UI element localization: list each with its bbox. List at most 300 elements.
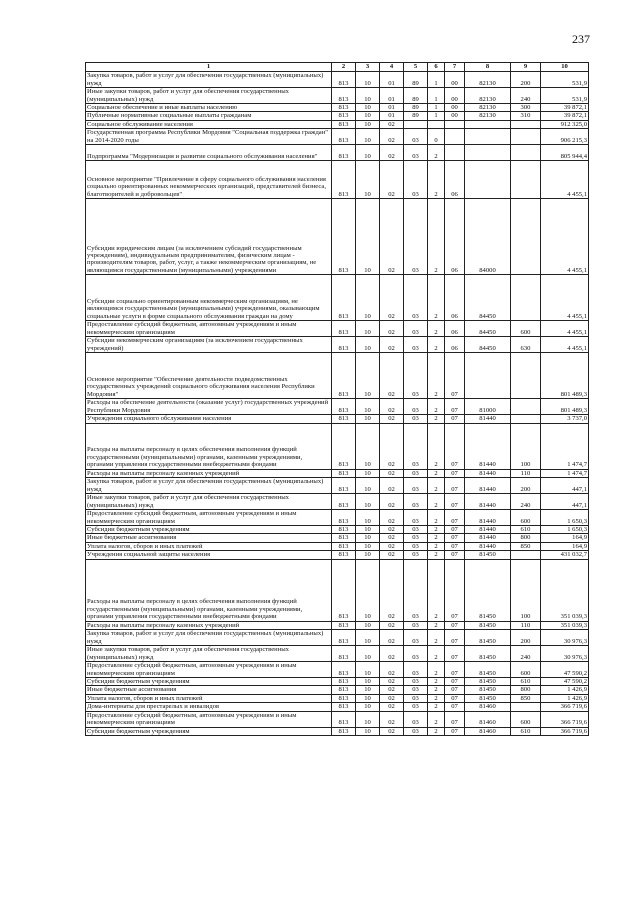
expense-type — [511, 353, 541, 399]
row-name: Субсидии юридическим лицам (за исключением субсидий государственным учреждениям), индивидуальным предпринимателям, физическим лицам - производителям товаров, работ, услуг, а также некоммерческим организациям, не являющимся государственными (муниципальными) учреждениями — [86, 199, 332, 275]
direction-code: 82130 — [465, 88, 511, 104]
program-code: 89 — [404, 72, 428, 88]
amount: 351 039,3 — [541, 559, 589, 621]
event-code: 07 — [445, 469, 465, 477]
direction-code — [465, 145, 511, 161]
admin-code: 813 — [332, 630, 356, 646]
direction-code: 81440 — [465, 478, 511, 494]
admin-code: 813 — [332, 469, 356, 477]
subsection-code: 02 — [380, 703, 404, 711]
event-code: 00 — [445, 112, 465, 120]
program-code: 03 — [404, 478, 428, 494]
expense-type — [511, 161, 541, 199]
row-name: Иные бюджетные ассигнования — [86, 686, 332, 694]
admin-code: 813 — [332, 534, 356, 542]
expense-type: 240 — [511, 88, 541, 104]
direction-code: 84000 — [465, 199, 511, 275]
row-name: Закупка товаров, работ и услуг для обеспечения государственных (муниципальных) нужд — [86, 630, 332, 646]
program-code: 89 — [404, 112, 428, 120]
table-row — [86, 686, 589, 694]
amount: 4 455,1 — [541, 337, 589, 353]
program-code: 03 — [404, 399, 428, 415]
program-code: 03 — [404, 694, 428, 702]
table-row — [86, 112, 589, 120]
admin-code: 813 — [332, 686, 356, 694]
expense-type — [511, 399, 541, 415]
expense-type: 610 — [511, 727, 541, 735]
expense-type — [511, 199, 541, 275]
row-name: Государственная программа Республики Мордовия "Социальная поддержка граждан" на 2014-2020 годы — [86, 129, 332, 145]
section-code: 10 — [356, 112, 380, 120]
section-code: 10 — [356, 321, 380, 337]
subprogram-code: 2 — [428, 337, 445, 353]
event-code: 07 — [445, 630, 465, 646]
event-code: 07 — [445, 415, 465, 423]
section-code: 10 — [356, 703, 380, 711]
row-name: Иные закупки товаров, работ и услуг для обеспечения государственных (муниципальных) нужд — [86, 88, 332, 104]
admin-code: 813 — [332, 711, 356, 727]
subprogram-code: 2 — [428, 542, 445, 550]
direction-code: 81000 — [465, 399, 511, 415]
program-code: 03 — [404, 686, 428, 694]
amount: 531,9 — [541, 72, 589, 88]
subprogram-code: 2 — [428, 423, 445, 469]
expense-type — [511, 415, 541, 423]
amount: 805 944,4 — [541, 145, 589, 161]
section-code: 10 — [356, 72, 380, 88]
subsection-code: 02 — [380, 526, 404, 534]
subprogram-code: 2 — [428, 353, 445, 399]
subsection-code: 02 — [380, 559, 404, 621]
subsection-code: 01 — [380, 88, 404, 104]
subsection-code: 01 — [380, 112, 404, 120]
subsection-code: 02 — [380, 161, 404, 199]
amount: 912 325,0 — [541, 120, 589, 128]
event-code: 07 — [445, 621, 465, 629]
program-code: 03 — [404, 542, 428, 550]
direction-code: 82130 — [465, 112, 511, 120]
subprogram-code: 2 — [428, 727, 445, 735]
section-code: 10 — [356, 542, 380, 550]
table-row — [86, 494, 589, 510]
row-name: Закупка товаров, работ и услуг для обеспечения государственных (муниципальных) нужд — [86, 478, 332, 494]
expense-type: 600 — [511, 662, 541, 678]
table-row — [86, 129, 589, 145]
expense-type: 100 — [511, 559, 541, 621]
amount: 164,9 — [541, 534, 589, 542]
program-code: 03 — [404, 646, 428, 662]
row-name: Социальное обслуживание населения — [86, 120, 332, 128]
subprogram-code: 2 — [428, 551, 445, 559]
amount: 39 872,1 — [541, 104, 589, 112]
admin-code: 813 — [332, 321, 356, 337]
table-row — [86, 621, 589, 629]
expense-type: 200 — [511, 72, 541, 88]
event-code: 06 — [445, 321, 465, 337]
admin-code: 813 — [332, 621, 356, 629]
direction-code: 81450 — [465, 646, 511, 662]
subsection-code: 02 — [380, 694, 404, 702]
row-name: Расходы на обеспечение деятельности (оказание услуг) государственных учреждений Республики Мордовия — [86, 399, 332, 415]
event-code: 00 — [445, 104, 465, 112]
table-row — [86, 423, 589, 469]
table-row — [86, 88, 589, 104]
expense-type — [511, 551, 541, 559]
subprogram-code: 1 — [428, 104, 445, 112]
table-row — [86, 542, 589, 550]
column-header: 5 — [404, 63, 428, 72]
table-header-row — [86, 63, 589, 72]
row-name: Закупка товаров, работ и услуг для обеспечения государственных (муниципальных) нужд — [86, 72, 332, 88]
row-name: Уплата налогов, сборов и иных платежей — [86, 694, 332, 702]
amount: 4 455,1 — [541, 199, 589, 275]
table-row — [86, 630, 589, 646]
direction-code: 84450 — [465, 275, 511, 321]
table-row — [86, 469, 589, 477]
event-code: 07 — [445, 399, 465, 415]
event-code: 07 — [445, 694, 465, 702]
program-code: 03 — [404, 510, 428, 526]
admin-code: 813 — [332, 353, 356, 399]
column-header: 8 — [465, 63, 511, 72]
row-name: Субсидии некоммерческим организациям (за исключением государственных учреждений) — [86, 337, 332, 353]
event-code: 07 — [445, 534, 465, 542]
section-code: 10 — [356, 551, 380, 559]
row-name: Расходы на выплаты персоналу казенных учреждений — [86, 621, 332, 629]
program-code: 03 — [404, 711, 428, 727]
program-code: 03 — [404, 662, 428, 678]
section-code: 10 — [356, 662, 380, 678]
table-row — [86, 703, 589, 711]
direction-code — [465, 129, 511, 145]
expense-type: 100 — [511, 423, 541, 469]
expense-type: 310 — [511, 112, 541, 120]
admin-code: 813 — [332, 120, 356, 128]
subprogram-code: 2 — [428, 534, 445, 542]
table-row — [86, 646, 589, 662]
subsection-code: 02 — [380, 646, 404, 662]
section-code: 10 — [356, 399, 380, 415]
subprogram-code: 2 — [428, 694, 445, 702]
row-name: Предоставление субсидий бюджетным, автономным учреждениям и иным некоммерческим организациям — [86, 510, 332, 526]
section-code: 10 — [356, 494, 380, 510]
subsection-code: 02 — [380, 542, 404, 550]
row-name: Расходы на выплаты персоналу в целях обеспечения выполнения функций государственными (муниципальными) органами, казенными учреждениями, органами управления государственными внебюджетными фондами — [86, 559, 332, 621]
event-code: 07 — [445, 559, 465, 621]
page-number: 237 — [572, 32, 590, 46]
section-code: 10 — [356, 120, 380, 128]
subsection-code: 02 — [380, 551, 404, 559]
expense-type: 110 — [511, 621, 541, 629]
admin-code: 813 — [332, 104, 356, 112]
direction-code — [465, 120, 511, 128]
subprogram-code: 2 — [428, 678, 445, 686]
section-code: 10 — [356, 711, 380, 727]
subprogram-code: 2 — [428, 711, 445, 727]
subprogram-code: 2 — [428, 399, 445, 415]
amount: 1 474,7 — [541, 423, 589, 469]
section-code: 10 — [356, 478, 380, 494]
table-body — [86, 72, 589, 736]
table-row — [86, 353, 589, 399]
event-code: 07 — [445, 662, 465, 678]
amount: 431 032,7 — [541, 551, 589, 559]
table-row — [86, 145, 589, 161]
column-header: 2 — [332, 63, 356, 72]
table-row — [86, 120, 589, 128]
direction-code: 82130 — [465, 104, 511, 112]
amount: 47 590,2 — [541, 662, 589, 678]
section-code: 10 — [356, 727, 380, 735]
direction-code: 81440 — [465, 534, 511, 542]
subprogram-code: 2 — [428, 199, 445, 275]
program-code: 03 — [404, 630, 428, 646]
table-row — [86, 104, 589, 112]
subsection-code: 02 — [380, 494, 404, 510]
admin-code: 813 — [332, 510, 356, 526]
subprogram-code: 2 — [428, 469, 445, 477]
program-code: 03 — [404, 559, 428, 621]
admin-code: 813 — [332, 727, 356, 735]
program-code: 03 — [404, 494, 428, 510]
subsection-code: 02 — [380, 275, 404, 321]
table-row — [86, 662, 589, 678]
table-row — [86, 526, 589, 534]
subsection-code: 02 — [380, 469, 404, 477]
table-row — [86, 415, 589, 423]
amount: 531,9 — [541, 88, 589, 104]
subsection-code: 02 — [380, 727, 404, 735]
amount: 366 719,6 — [541, 727, 589, 735]
direction-code: 81450 — [465, 686, 511, 694]
subprogram-code: 2 — [428, 161, 445, 199]
section-code: 10 — [356, 510, 380, 526]
event-code: 07 — [445, 542, 465, 550]
program-code: 89 — [404, 88, 428, 104]
subsection-code: 01 — [380, 72, 404, 88]
expense-type: 800 — [511, 534, 541, 542]
table-row — [86, 275, 589, 321]
expense-type: 600 — [511, 510, 541, 526]
subprogram-code: 2 — [428, 510, 445, 526]
direction-code: 81440 — [465, 526, 511, 534]
subsection-code: 02 — [380, 630, 404, 646]
row-name: Предоставление субсидий бюджетным, автономным учреждениям и иным некоммерческим организациям — [86, 321, 332, 337]
subprogram-code: 2 — [428, 526, 445, 534]
subprogram-code: 2 — [428, 662, 445, 678]
event-code: 07 — [445, 353, 465, 399]
table-row — [86, 678, 589, 686]
row-name: Подпрограмма "Модернизация и развитие социального обслуживания населения" — [86, 145, 332, 161]
table-row — [86, 72, 589, 88]
program-code: 03 — [404, 275, 428, 321]
direction-code: 81460 — [465, 711, 511, 727]
subsection-code: 02 — [380, 321, 404, 337]
subsection-code: 02 — [380, 145, 404, 161]
admin-code: 813 — [332, 478, 356, 494]
admin-code: 813 — [332, 399, 356, 415]
row-name: Субсидии бюджетным учреждениям — [86, 678, 332, 686]
program-code: 03 — [404, 469, 428, 477]
subprogram-code: 2 — [428, 415, 445, 423]
amount: 447,1 — [541, 494, 589, 510]
amount: 164,9 — [541, 542, 589, 550]
subsection-code: 01 — [380, 104, 404, 112]
table-row — [86, 711, 589, 727]
program-code: 03 — [404, 703, 428, 711]
column-header: 4 — [380, 63, 404, 72]
row-name: Предоставление субсидий бюджетным, автономным учреждениям и иным некоммерческим организациям — [86, 662, 332, 678]
program-code: 03 — [404, 353, 428, 399]
table-row — [86, 337, 589, 353]
row-name: Иные закупки товаров, работ и услуг для обеспечения государственных (муниципальных) нужд — [86, 646, 332, 662]
section-code: 10 — [356, 630, 380, 646]
row-name: Иные закупки товаров, работ и услуг для обеспечения государственных (муниципальных) нужд — [86, 494, 332, 510]
subsection-code: 02 — [380, 199, 404, 275]
row-name: Иные бюджетные ассигнования — [86, 534, 332, 542]
section-code: 10 — [356, 559, 380, 621]
subsection-code: 02 — [380, 120, 404, 128]
column-header: 7 — [445, 63, 465, 72]
direction-code: 81440 — [465, 510, 511, 526]
program-code: 03 — [404, 199, 428, 275]
subprogram-code: 2 — [428, 478, 445, 494]
section-code: 10 — [356, 145, 380, 161]
subsection-code: 02 — [380, 337, 404, 353]
subsection-code: 02 — [380, 478, 404, 494]
row-name: Основное мероприятие "Привлечение в сферу социального обслуживания населения социально ориентированных некоммерческих организаций, представителей бизнеса, благотворителей и добровольцев" — [86, 161, 332, 199]
expense-type — [511, 145, 541, 161]
table-row — [86, 161, 589, 199]
program-code: 03 — [404, 321, 428, 337]
direction-code: 81440 — [465, 415, 511, 423]
amount: 447,1 — [541, 478, 589, 494]
subprogram-code: 1 — [428, 88, 445, 104]
expense-type: 600 — [511, 321, 541, 337]
amount: 3 737,0 — [541, 415, 589, 423]
row-name: Расходы на выплаты персоналу казенных учреждений — [86, 469, 332, 477]
expense-type — [511, 120, 541, 128]
event-code: 07 — [445, 678, 465, 686]
subprogram-code: 2 — [428, 646, 445, 662]
event-code: 07 — [445, 646, 465, 662]
amount: 4 455,1 — [541, 321, 589, 337]
subprogram-code: 1 — [428, 112, 445, 120]
direction-code — [465, 353, 511, 399]
subprogram-code: 2 — [428, 559, 445, 621]
program-code: 03 — [404, 415, 428, 423]
column-header: 9 — [511, 63, 541, 72]
direction-code: 81450 — [465, 559, 511, 621]
admin-code: 813 — [332, 275, 356, 321]
program-code: 03 — [404, 526, 428, 534]
event-code — [445, 120, 465, 128]
admin-code: 813 — [332, 145, 356, 161]
section-code: 10 — [356, 423, 380, 469]
row-name: Социальное обеспечение и иные выплаты населению — [86, 104, 332, 112]
admin-code: 813 — [332, 199, 356, 275]
expense-type: 110 — [511, 469, 541, 477]
admin-code: 813 — [332, 337, 356, 353]
expense-type — [511, 129, 541, 145]
table-row — [86, 478, 589, 494]
row-name: Дома-интернаты для престарелых и инвалидов — [86, 703, 332, 711]
subsection-code: 02 — [380, 662, 404, 678]
amount: 366 719,6 — [541, 703, 589, 711]
program-code — [404, 120, 428, 128]
expense-type: 200 — [511, 630, 541, 646]
direction-code: 82130 — [465, 72, 511, 88]
column-header: 10 — [541, 63, 589, 72]
subprogram-code: 1 — [428, 72, 445, 88]
subprogram-code: 2 — [428, 630, 445, 646]
admin-code: 813 — [332, 415, 356, 423]
admin-code: 813 — [332, 72, 356, 88]
amount: 4 455,1 — [541, 161, 589, 199]
row-name: Уплата налогов, сборов и иных платежей — [86, 542, 332, 550]
subsection-code: 02 — [380, 423, 404, 469]
section-code: 10 — [356, 104, 380, 112]
section-code: 10 — [356, 646, 380, 662]
section-code: 10 — [356, 686, 380, 694]
subsection-code: 02 — [380, 353, 404, 399]
admin-code: 813 — [332, 694, 356, 702]
section-code: 10 — [356, 199, 380, 275]
direction-code: 81460 — [465, 727, 511, 735]
direction-code: 81450 — [465, 630, 511, 646]
program-code: 03 — [404, 423, 428, 469]
amount: 801 489,3 — [541, 399, 589, 415]
subsection-code: 02 — [380, 534, 404, 542]
subprogram-code: 0 — [428, 129, 445, 145]
expense-type: 800 — [511, 686, 541, 694]
event-code — [445, 129, 465, 145]
direction-code: 81450 — [465, 621, 511, 629]
admin-code: 813 — [332, 678, 356, 686]
event-code: 06 — [445, 275, 465, 321]
direction-code: 81460 — [465, 703, 511, 711]
amount: 1 474,7 — [541, 469, 589, 477]
amount: 351 039,3 — [541, 621, 589, 629]
section-code: 10 — [356, 678, 380, 686]
budget-table — [85, 62, 589, 736]
section-code: 10 — [356, 129, 380, 145]
event-code: 06 — [445, 199, 465, 275]
amount: 47 590,2 — [541, 678, 589, 686]
expense-type: 240 — [511, 494, 541, 510]
expense-type: 610 — [511, 678, 541, 686]
subsection-code: 02 — [380, 415, 404, 423]
row-name: Основное мероприятие "Обеспечение деятельности подведомственных государственных учреждений социального обслуживания населения Республики Мордовия" — [86, 353, 332, 399]
direction-code: 81440 — [465, 542, 511, 550]
subprogram-code: 2 — [428, 275, 445, 321]
event-code: 07 — [445, 494, 465, 510]
admin-code: 813 — [332, 88, 356, 104]
event-code: 06 — [445, 161, 465, 199]
expense-type: 600 — [511, 711, 541, 727]
amount: 4 455,1 — [541, 275, 589, 321]
program-code: 03 — [404, 534, 428, 542]
row-name: Субсидии бюджетным учреждениям — [86, 727, 332, 735]
amount: 1 650,3 — [541, 510, 589, 526]
event-code: 07 — [445, 686, 465, 694]
section-code: 10 — [356, 694, 380, 702]
subprogram-code: 2 — [428, 494, 445, 510]
program-code: 03 — [404, 551, 428, 559]
subsection-code: 02 — [380, 711, 404, 727]
expense-type: 610 — [511, 526, 541, 534]
table-row — [86, 510, 589, 526]
